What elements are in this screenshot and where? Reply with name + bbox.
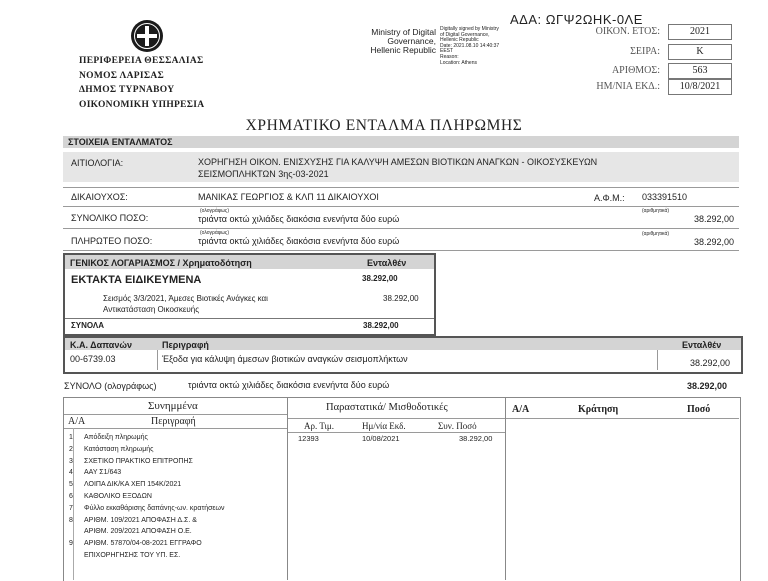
meta-value-series: Κ: [668, 44, 732, 60]
synoliko-words: τριάντα οκτώ χιλιάδες διακόσια ενενήντα δύο ευρώ: [198, 214, 400, 224]
deductions-col-amount: Ποσό: [687, 404, 711, 415]
pliroteo-label: ΠΛΗΡΩΤΕΟ ΠΟΣΟ:: [71, 236, 153, 246]
row-divider: [63, 206, 739, 207]
attachments-list: [64, 432, 287, 562]
attachments-title: Συνημμένα: [148, 400, 198, 412]
arithmitika-note: (αριθμητικά): [642, 208, 670, 214]
afm-value: 033391510: [642, 192, 688, 202]
item-number: 8: [69, 516, 73, 524]
voucher-date: 10/08/2021: [362, 434, 400, 443]
list-item: [64, 515, 287, 527]
item-text: Απόδειξη πληρωμής: [84, 434, 148, 441]
list-item: [64, 526, 287, 538]
dikaiouxos-value: ΜΑΝΙΚΑΣ ΓΕΩΡΓΙΟΣ & ΚΛΠ 11 ΔΙΚΑΙΟΥΧΟΙ: [198, 192, 379, 202]
item-text: ΚΑΘΟΛΙΚΟ ΕΞΟΔΩΝ: [84, 492, 152, 500]
vouchers-divider: [288, 432, 505, 433]
voucher-ar: 12393: [298, 434, 319, 443]
issuer-line: ΟΙΚΟΝΟΜΙΚΗ ΥΠΗΡΕΣΙΑ: [79, 99, 205, 110]
ledger-total-label: ΣΥΝΟΛΑ: [71, 321, 105, 330]
list-item: [64, 479, 287, 491]
item-text: Κατάσταση πληρωμής: [84, 445, 154, 453]
aitiologia-line: ΣΕΙΣΜΟΠΛΗΚΤΩΝ 3ης-03-2021: [198, 169, 329, 179]
ada-code: ΑΔΑ: ΩΓΨ2ΩΗΚ-0ΛΕ: [510, 12, 643, 27]
olografos-note: (ολογράφως): [200, 208, 230, 214]
expense-col-divider: [157, 350, 158, 370]
item-text: Φύλλο εκκαθάρισης δαπάνης-ων. κρατήσεων: [84, 504, 225, 512]
list-item: [64, 550, 287, 562]
item-number: 2: [69, 445, 73, 453]
item-text: ΣΧΕΤΙΚΟ ΠΡΑΚΤΙΚΟ ΕΠΙΤΡΟΠΗΣ: [84, 457, 193, 465]
grid-divider: [505, 397, 506, 580]
section-label: ΣΤΟΙΧΕΙΑ ΕΝΤΑΛΜΑΤΟΣ: [68, 137, 173, 147]
item-number: 3: [69, 457, 73, 465]
signature-line: Reason:: [440, 53, 459, 60]
meta-value-year: 2021: [668, 24, 732, 40]
item-number: 7: [69, 504, 73, 512]
ledger-divider: [65, 318, 434, 319]
vouchers-col-amount: Συν. Ποσό: [438, 421, 477, 431]
expense-code: 00-6739.03: [70, 354, 116, 364]
expense-col-amount: Ενταλθέν: [682, 340, 722, 350]
issuer-line: ΔΗΜΟΣ ΤΥΡΝΑΒΟΥ: [79, 85, 175, 95]
greek-emblem-icon: [131, 20, 163, 52]
meta-value-number: 563: [668, 63, 732, 79]
dikaiouxos-label: ΔΙΚΑΙΟΥΧΟΣ:: [71, 192, 128, 202]
attachments-divider: [64, 428, 287, 429]
vouchers-col-ar: Αρ. Τιμ.: [304, 421, 335, 431]
voucher-amount: 38.292,00: [459, 434, 493, 443]
attachments-col-aa: Α/Α: [68, 416, 86, 427]
item-number: 5: [69, 481, 73, 489]
list-item: [64, 456, 287, 468]
signature-line: Digitally signed by Ministry: [440, 26, 499, 32]
meta-label-number: ΑΡΙΘΜΟΣ:: [611, 65, 660, 76]
item-text: ΑΡΙΘΜ. 57870/04-08-2021 ΕΓΓΡΑΦΟ: [84, 540, 202, 548]
list-item: [64, 444, 287, 456]
attachments-col-desc: Περιγραφή: [151, 416, 196, 427]
signature-line: EEST: [440, 48, 454, 55]
item-number: 6: [69, 492, 73, 500]
item-text: ΑΡΙΘΜ. 109/2021 ΑΠΟΦΑΣΗ Δ.Σ. &: [84, 516, 197, 524]
ministry-line: Governance,: [387, 36, 436, 46]
row-divider: [63, 228, 739, 229]
ledger-title-amount: 38.292,00: [362, 274, 398, 283]
list-item: [64, 467, 287, 479]
list-item: [64, 491, 287, 503]
meta-label-year: ΟΙΚΟΝ. ΕΤΟΣ:: [595, 26, 660, 37]
digital-signature: [440, 27, 530, 66]
grid-divider: [287, 397, 288, 580]
synoliko-amount: 38.292,00: [694, 214, 735, 224]
expense-col-divider: [657, 350, 658, 370]
meta-value-date: 10/8/2021: [668, 79, 732, 95]
expense-desc: Έξοδα για κάλυψη άμεσων βιοτικών αναγκών σεισμοπλήκτων: [162, 354, 408, 364]
item-text: ΛΟΙΠΑ ΔΙΚ/ΚΑ ΧΕΠ 154Κ/2021: [84, 481, 182, 489]
issuer-line: ΝΟΜΟΣ ΛΑΡΙΣΑΣ: [79, 70, 165, 81]
aitiologia-label: ΑΙΤΙΟΛΟΓΙΑ:: [71, 158, 124, 168]
expense-col-desc: Περιγραφή: [162, 340, 209, 350]
synoliko-label: ΣΥΝΟΛΙΚΟ ΠΟΣΟ:: [71, 213, 149, 223]
item-text: ΑΑΥ Σ1/643: [84, 469, 122, 477]
row-divider: [63, 187, 739, 188]
item-number: 1: [69, 434, 73, 441]
olografos-note: (ολογράφως): [200, 230, 230, 236]
list-item: [64, 432, 287, 444]
vouchers-title: Παραστατικά/ Μισθοδοτικές: [326, 402, 448, 413]
signature-line: Location: Athens: [440, 59, 477, 66]
item-text: ΑΡΙΘΜ. 209/2021 ΑΠΟΦΑΣΗ Ο.Ε.: [84, 528, 192, 536]
meta-label-series: ΣΕΙΡΑ:: [630, 46, 660, 57]
arithmitika-note: (αριθμητικά): [642, 231, 670, 237]
ledger-total-amount: 38.292,00: [363, 321, 399, 330]
expense-col-code: Κ.Α. Δαπανών: [70, 340, 132, 350]
ministry-block: [360, 28, 436, 55]
signature-line: Hellenic Republic: [440, 37, 479, 44]
item-number: 4: [69, 469, 73, 477]
ministry-line: Hellenic Republic: [370, 45, 436, 55]
page-title: ΧΡΗΜΑΤΙΚΟ ΕΝΤΑΛΜΑ ΠΛΗΡΩΜΗΣ: [245, 117, 523, 134]
total-words: τριάντα οκτώ χιλιάδες διακόσια ενενήντα δύο ευρώ: [188, 380, 390, 390]
ledger-sub-line: Σεισμός 3/3/2021, Άμεσες Βιοτικές Ανάγκες και: [103, 294, 268, 303]
deductions-divider: [506, 418, 739, 419]
attachments-divider: [64, 414, 287, 415]
ledger-header-label: ΓΕΝΙΚΟΣ ΛΟΓΑΡΙΑΣΜΟΣ / Χρηματοδότηση: [70, 258, 252, 268]
signature-line: Date: 2021.08.10 14:40:37: [440, 42, 500, 49]
ledger-title: ΕΚΤΑΚΤΑ ΕΙΔΙΚΕΥΜΕΝΑ: [71, 274, 202, 286]
deductions-col-name: Κράτηση: [578, 404, 619, 415]
pliroteo-words: τριάντα οκτώ χιλιάδες διακόσια ενενήντα δύο ευρώ: [198, 236, 400, 246]
ledger-sub-line: Αντικατάσταση Οικοσκευής: [103, 305, 200, 314]
signature-line: of Digital Governance,: [440, 31, 490, 38]
pliroteo-amount: 38.292,00: [694, 237, 735, 247]
item-number: 9: [69, 540, 73, 548]
issuer-block: [79, 54, 204, 112]
meta-label-date: ΗΜ/ΝΙΑ ΕΚΔ.:: [596, 81, 660, 92]
row-divider: [63, 250, 739, 251]
deductions-col-aa: Α/Α: [512, 404, 530, 415]
item-text: ΕΠΙΧΟΡΗΓΗΣΗΣ ΤΟΥ ΥΠ. ΕΣ.: [84, 551, 181, 559]
aitiologia-line: ΧΟΡΗΓΗΣΗ ΟΙΚΟΝ. ΕΝΙΣΧΥΣΗΣ ΓΙΑ ΚΑΛΥΨΗ ΑΜΕΣΩΝ ΒΙΟΤΙΚΩΝ ΑΝΑΓΚΩΝ - ΟΙΚΟΣΥΣΚΕΥΩΝ: [198, 157, 598, 167]
vouchers-col-date: Ημ/νία Εκδ.: [362, 421, 406, 431]
list-item: [64, 503, 287, 515]
list-item: [64, 538, 287, 550]
afm-label: Α.Φ.Μ.:: [594, 193, 625, 203]
vouchers-divider: [288, 418, 505, 419]
ledger-sub-amount: 38.292,00: [383, 294, 419, 303]
ministry-line: Ministry of Digital: [371, 27, 436, 37]
total-words-amount: 38.292,00: [687, 381, 728, 391]
issuer-line: ΠΕΡΙΦΕΡΕΙΑ ΘΕΣΣΑΛΙΑΣ: [79, 56, 204, 66]
expense-amount: 38.292,00: [690, 358, 731, 368]
total-words-label: ΣΥΝΟΛΟ (ολογράφως): [64, 381, 157, 391]
ledger-header-col: Ενταλθέν: [367, 258, 407, 268]
